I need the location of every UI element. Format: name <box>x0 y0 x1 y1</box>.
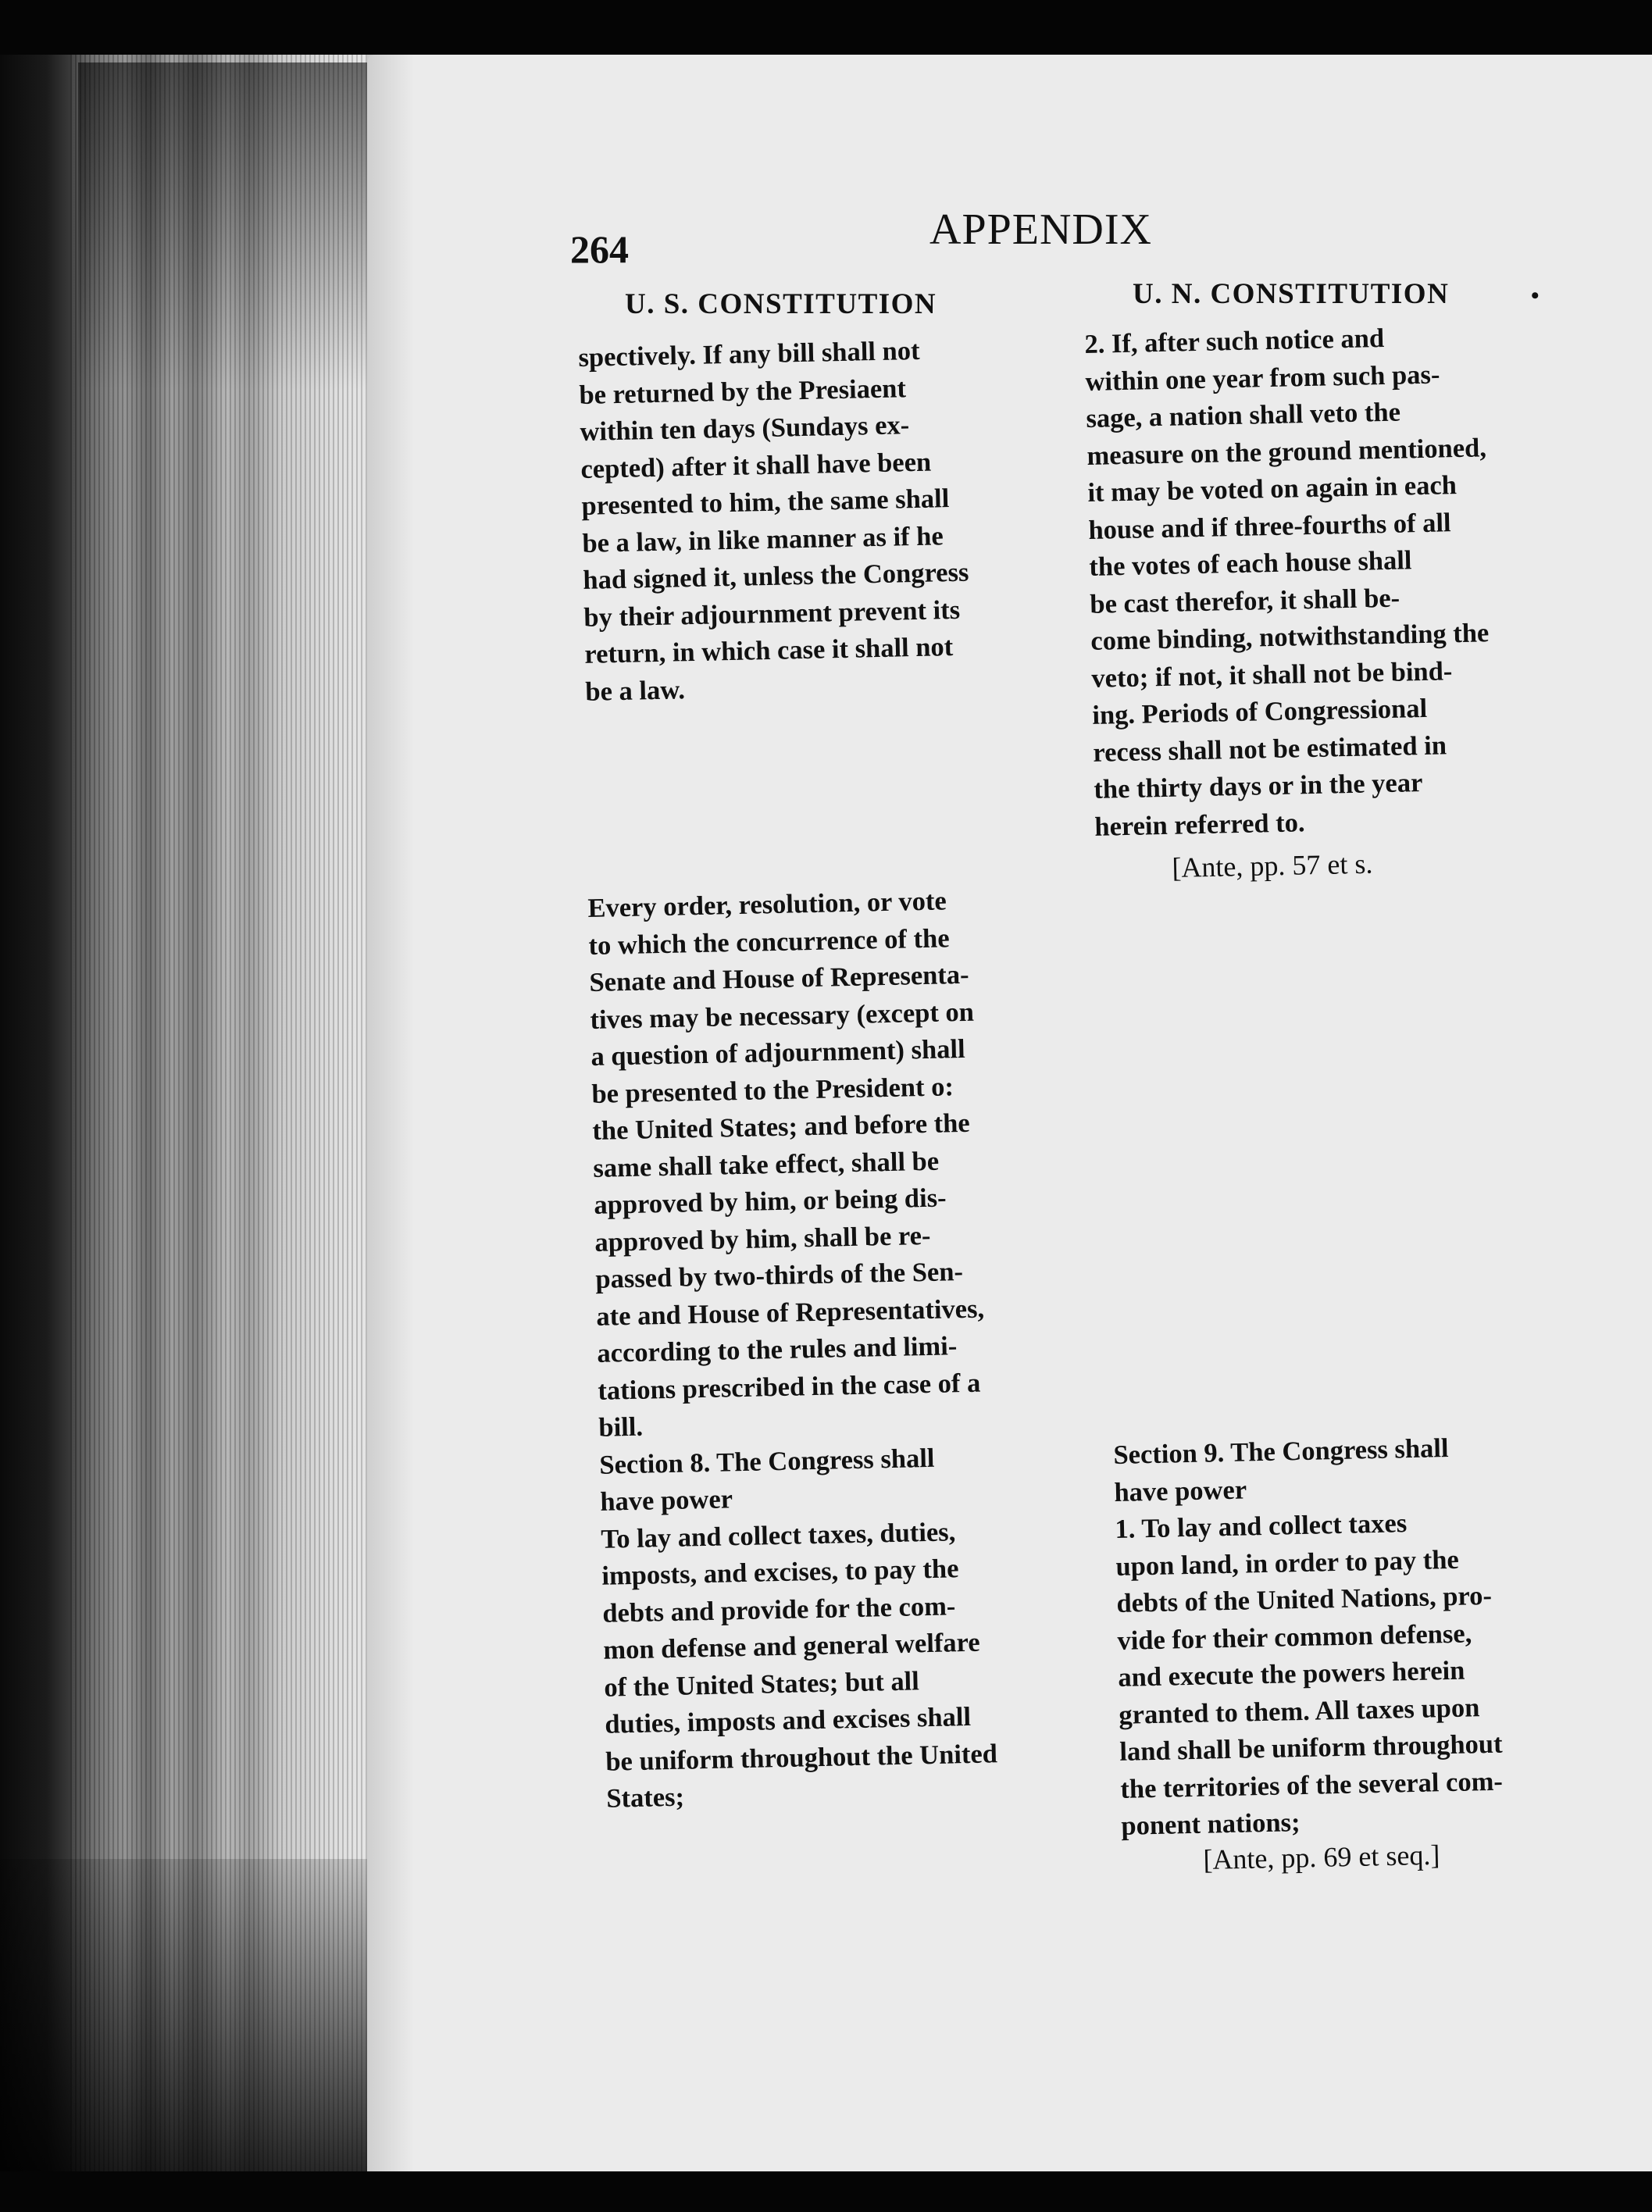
heading-bullet: • <box>1531 283 1540 309</box>
left-paragraph-2: Every order, resolution, or vote to which the concurrence of the Senate and House of Representa- tives may be necessary (except on a question of adjournment) shall be presented to the President o: the United States; and before the same shall take effect, shall be approved by him, or being dis- approved by him, shall be re- passed by two-thirds of the Sen- ate and House of Representatives, according to the rules and limi- tations prescribed in the case of a bill. Section 8. The Congress shall have power To lay and collect taxes, duties, imposts, and excises, to pay the debts and provide for the com- mon defense and general welfare of the United States; but all duties, imposts and excises shall be uniform throughout the United States; <box>587 886 998 1814</box>
right-paragraph-2: Section 9. The Congress shall have power 1. To lay and collect taxes upon land, in order to pay the debts of the United Nations, pro- vide for their common defense, and execute the powers herein granted to them. All taxes upon land shall be uniform throughout the territories of the several com- ponent nations; <box>1113 1433 1504 1841</box>
page-number: 264 <box>570 227 629 271</box>
left-column-heading: U. S. CONSTITUTION <box>625 288 937 320</box>
page-header: APPENDIX <box>929 205 1152 254</box>
right-column-heading: U. N. CONSTITUTION <box>1133 278 1450 310</box>
scan-bottom-border <box>0 2171 1652 2212</box>
right-paragraph-1: 2. If, after such notice and within one year from such pas- sage, a nation shall veto the measure on the ground mentioned, it may be voted on again in each house and if three-fourths of all the votes of each house shall be cast therefor, it shall be- come binding, notwithstanding the veto; if not, it shall not be bind- ing. Periods of Congressional recess shall not be estimated in the thirty days or in the year herein referred to. <box>1084 323 1490 842</box>
spine-shadow-bottom <box>0 1859 406 2187</box>
spine-shadow-top <box>78 62 391 391</box>
page-gutter-shadow <box>367 55 414 2173</box>
right-reference-2: [Ante, pp. 69 et seq.] <box>1203 1839 1440 1875</box>
right-reference-1: [Ante, pp. 57 et s. <box>1172 847 1373 883</box>
left-paragraph-1: spectively. If any bill shall not be returned by the Presiaent within ten days (Sundays ex- cepted) after it shall have been presented to him, the same shall be a law, in like manner as if he had signed it, unless the Congress by their adjournment prevent its return, in which case it shall not be a law. <box>578 335 969 707</box>
